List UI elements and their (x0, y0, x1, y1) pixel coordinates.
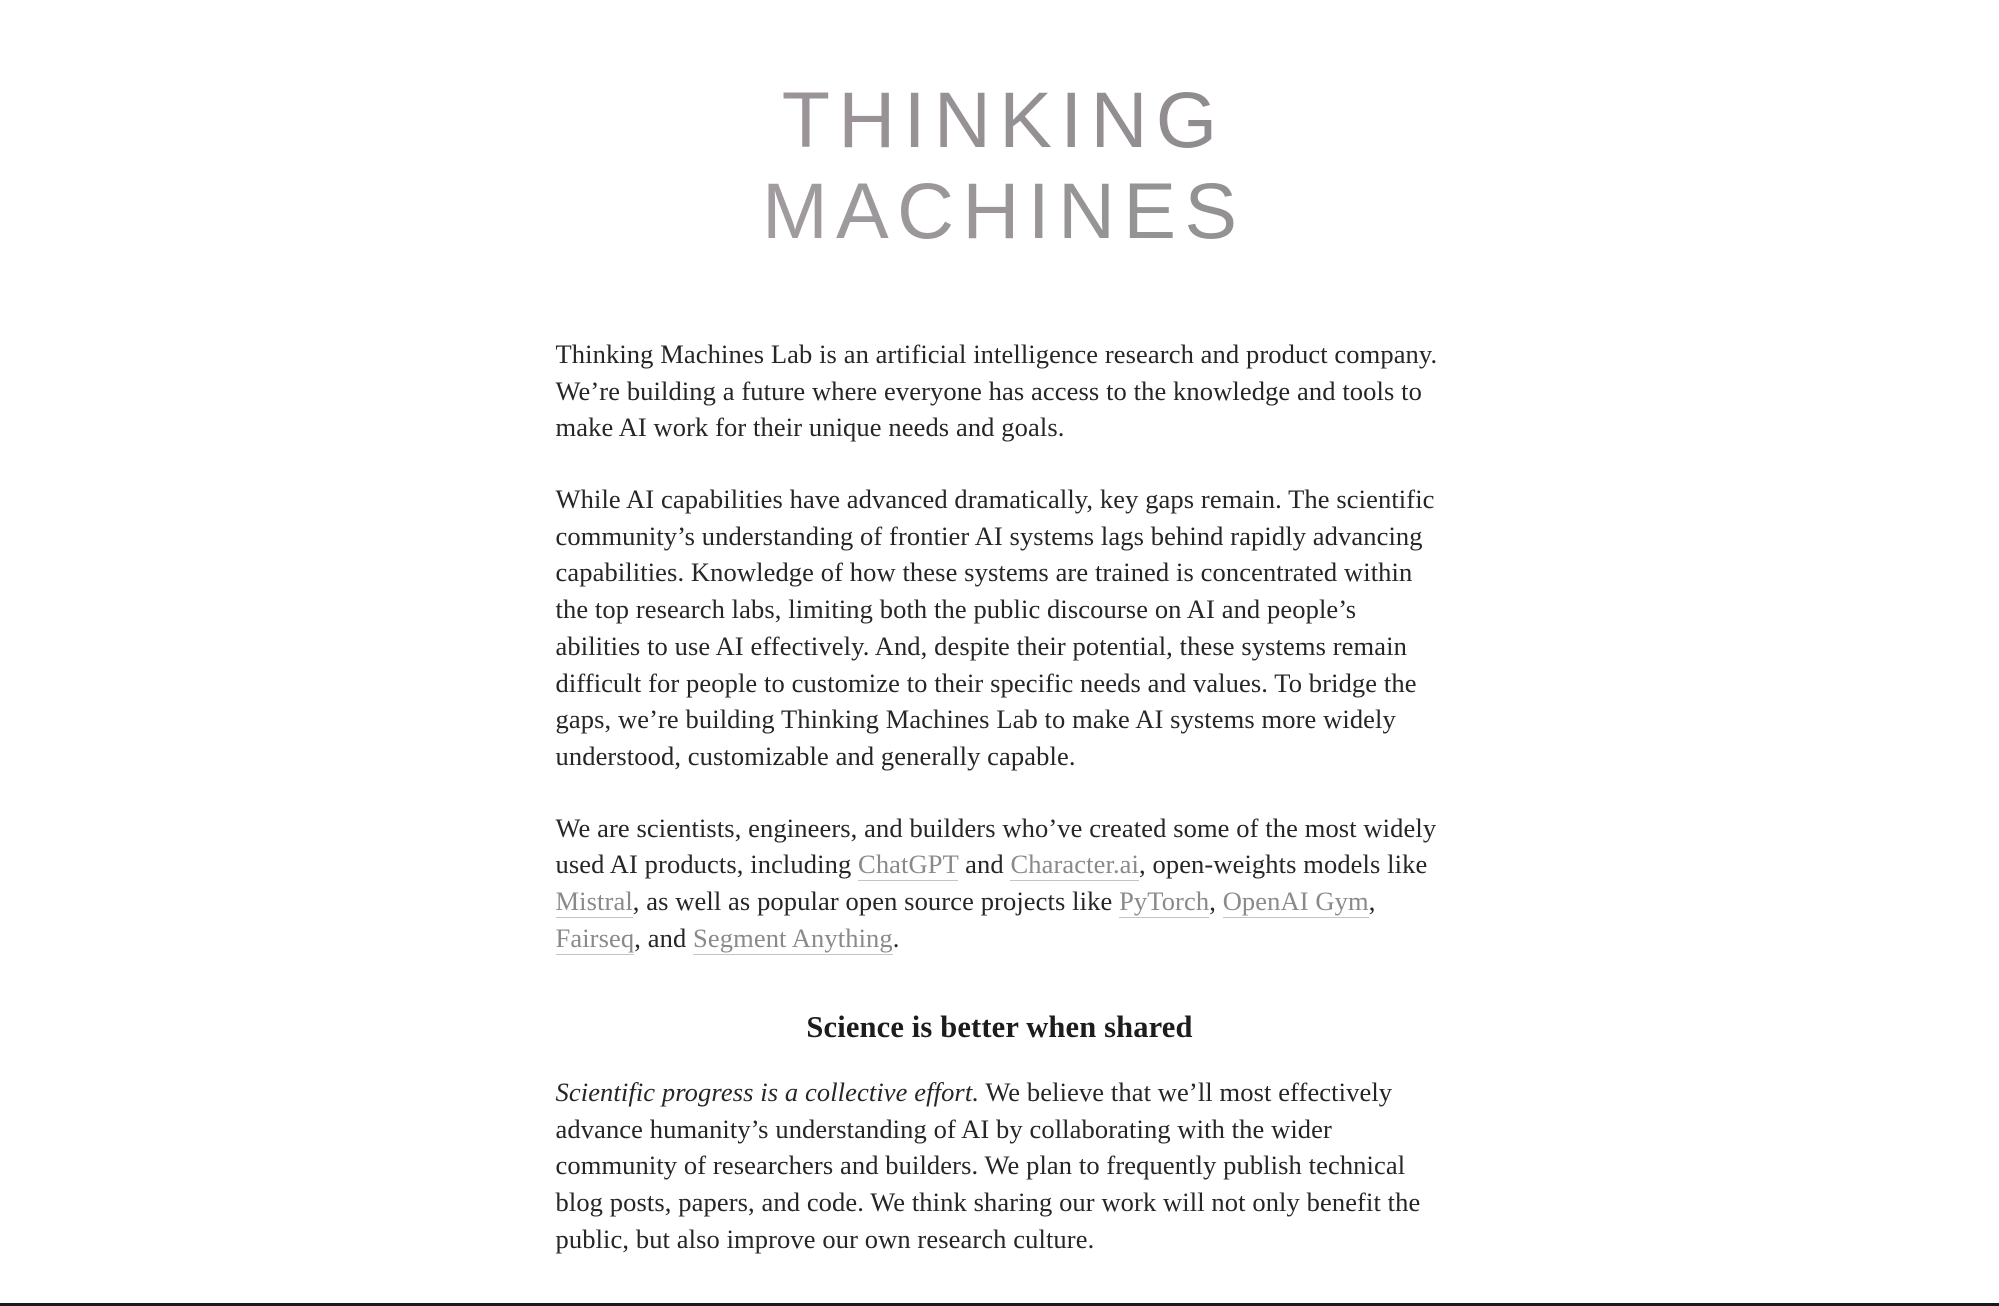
link-mistral[interactable]: Mistral (555, 885, 633, 916)
link-openai-gym[interactable]: OpenAI Gym (1222, 885, 1369, 916)
team-products-text-2: and (958, 849, 1011, 880)
wordmark-line-thinking: THINKING (0, 78, 1999, 163)
team-products-text-1: We are scientists, engineers, and builders who’ve created some of the most widely used AI products, including (555, 812, 1437, 880)
link-fairseq[interactable]: Fairseq (555, 922, 635, 953)
link-pytorch[interactable]: PyTorch (1119, 885, 1210, 916)
link-chatgpt[interactable]: ChatGPT (858, 849, 959, 880)
team-products-text-5: , (1209, 885, 1223, 916)
team-products-text-3: , open-weights models like (1139, 849, 1428, 880)
intro-paragraph: Thinking Machines Lab is an artificial intelligence research and product company. We’re building a future where everyone has access to the knowledge and tools to make AI work for their unique needs and goals. (555, 339, 1438, 443)
science-shared-paragraph (556, 1074, 1444, 1257)
team-products-text-7: , and (634, 922, 694, 953)
main-content (556, 253, 1444, 1257)
science-shared-lead-italic: Scientific progress is a collective effort. (555, 1076, 980, 1107)
capabilities-gap-paragraph: While AI capabilities have advanced dramatically, key gaps remain. The scientific community’s understanding of frontier AI systems lags behind rapidly advancing capabilities. Knowledge of how these systems are trained is concentrated within the top research labs, limiting both the public discourse on AI and people’s abilities to use AI effectively. And, despite their potential, these systems remain difficult for people to customize to their specific needs and values. To bridge the gaps, we’re building Thinking Machines Lab to make AI systems more widely understood, customizable and generally capable. (555, 484, 1435, 771)
section-heading-science-shared: Science is better when shared (806, 1010, 1193, 1045)
team-products-text-4: , as well as popular open source projects like (632, 885, 1120, 916)
link-character-ai[interactable]: Character.ai (1010, 849, 1140, 880)
team-products-text-6: , (1368, 885, 1376, 916)
wordmark-line-machines: MACHINES (0, 169, 1999, 254)
team-products-paragraph (556, 810, 1444, 957)
science-shared-body: We believe that we’ll most effectively advance humanity’s understanding of AI by collaborating with the wider community of researchers and builders. We plan to frequently publish technical blog posts, papers, and code. We think sharing our work will not only benefit the public, but also improve our own research culture. (555, 1076, 1421, 1254)
site-wordmark (0, 0, 1999, 253)
link-segment-anything[interactable]: Segment Anything (693, 922, 893, 953)
team-products-text-8: . (892, 922, 900, 953)
